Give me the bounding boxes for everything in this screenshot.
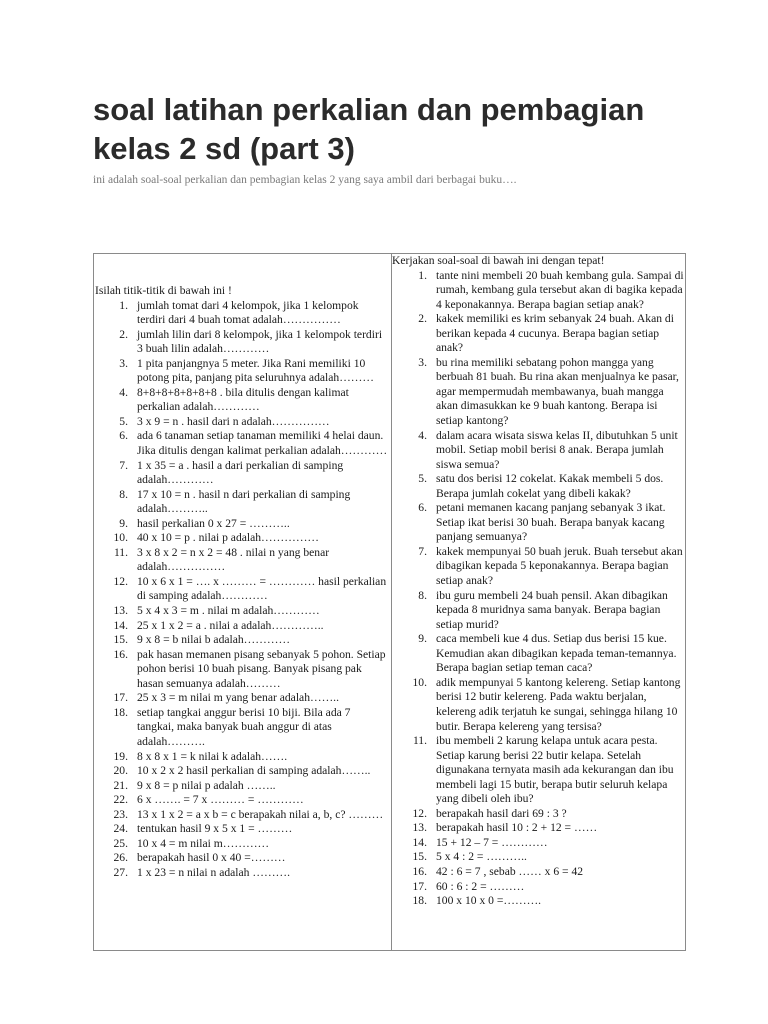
left-question-item (95, 793, 388, 808)
right-question-item (392, 821, 685, 836)
right-column (392, 254, 687, 950)
right-question-item (392, 356, 685, 429)
question-number: 6. (119, 429, 128, 443)
question-number: 2. (119, 327, 128, 341)
post-subtitle: ini adalah soal-soal perkalian dan pembagian kelas 2 yang saya ambil dari berbagai buku…. (93, 174, 517, 186)
left-question-item (95, 299, 388, 328)
question-text: 60 : 6 : 2 = ……… (436, 879, 525, 893)
right-question-item (392, 836, 685, 851)
question-text: tante nini membeli 20 buah kembang gula. Sampai di rumah, kembang gula tersebut akan di bagika kepada 4 keponakannya. Berapa bagian setiap anak? (436, 268, 684, 311)
question-number: 15. (113, 633, 128, 647)
left-question-item (95, 706, 388, 750)
question-number: 3. (418, 355, 427, 369)
left-question-item (95, 764, 388, 779)
question-number: 4. (418, 428, 427, 442)
right-question-item (392, 545, 685, 589)
right-question-item (392, 472, 685, 501)
question-text: 3 x 8 x 2 = n x 2 = 48 . nilai n yang benar adalah…………… (137, 545, 330, 574)
question-text: setiap tangkai anggur berisi 10 biji. Bila ada 7 tangkai, maka banyak buah anggur di atas adalah………. (137, 705, 351, 748)
question-text: petani memanen kacang panjang sebanyak 3 ikat. Setiap ikat berisi 30 buah. Berapa banyak kacang panjang semuanya? (436, 501, 666, 544)
right-question-item (392, 501, 685, 545)
question-text: jumlah tomat dari 4 kelompok, jika 1 kelompok terdiri dari 4 buah tomat adalah…………… (137, 298, 359, 327)
left-question-item (95, 357, 388, 386)
question-number: 20. (113, 764, 128, 778)
question-number: 26. (113, 851, 128, 865)
left-question-item (95, 808, 388, 823)
question-text: 10 x 2 x 2 hasil perkalian di samping adalah…….. (137, 764, 371, 778)
left-question-item (95, 619, 388, 634)
question-number: 8. (119, 487, 128, 501)
right-question-item (392, 632, 685, 676)
right-question-item (392, 676, 685, 734)
right-question-item (392, 589, 685, 633)
question-text: berapakah hasil 10 : 2 + 12 = …… (436, 821, 598, 835)
question-text: jumlah lilin dari 8 kelompok, jika 1 kelompok terdiri 3 buah lilin adalah………… (137, 327, 383, 356)
question-number: 13. (113, 604, 128, 618)
question-text: 10 x 6 x 1 = …. x ……… = ………… hasil perkalian di samping adalah………… (137, 574, 387, 603)
left-question-item (95, 604, 388, 619)
question-text: bu rina memiliki sebatang pohon mangga yang berbuah 81 buah. Bu rina akan menjualnya ke pasar, agar mempermudah membawanya, buah mangga akan dimasukkan ke 9 buah kantong. Berapa isi setiap kantong? (436, 355, 679, 428)
right-question-item (392, 312, 685, 356)
left-question-item (95, 851, 388, 866)
question-text: 1 x 35 = a . hasil a dari perkalian di samping adalah………… (137, 458, 344, 487)
question-number: 6. (418, 501, 427, 515)
question-number: 4. (119, 385, 128, 399)
question-number: 9. (119, 516, 128, 530)
question-number: 16. (412, 864, 427, 878)
question-text: ibu guru membeli 24 buah pensil. Akan dibagikan kepada 8 muridnya sama banyak. Berapa bagian setiap murid? (436, 588, 668, 631)
right-instruction: Kerjakan soal-soal di bawah ini dengan tepat! (392, 254, 605, 267)
question-number: 10. (412, 675, 427, 689)
left-question-item (95, 648, 388, 692)
left-question-item (95, 415, 388, 430)
worksheet-table (93, 253, 686, 951)
question-text: 9 x 8 = p nilai p adalah …….. (137, 778, 276, 792)
question-number: 17. (113, 691, 128, 705)
question-number: 5. (119, 414, 128, 428)
left-question-list (95, 299, 388, 881)
question-text: ibu membeli 2 karung kelapa untuk acara pesta. Setiap karung berisi 22 butir kelapa. Setelah digunakana ternyata masih ada kekurangan dan ibu membeli lagi 15 butir, berapa butir seluruh kelapa yang dibeli oleh ibu? (436, 734, 674, 806)
question-number: 12. (412, 806, 427, 820)
question-number: 15. (412, 850, 427, 864)
question-number: 10. (113, 531, 128, 545)
left-question-item (95, 779, 388, 794)
question-number: 18. (113, 705, 128, 719)
question-text: 1 x 23 = n nilai n adalah ………. (137, 865, 291, 879)
question-text: 8 x 8 x 1 = k nilai k adalah……. (137, 749, 288, 763)
left-question-item (95, 386, 388, 415)
question-number: 17. (412, 879, 427, 893)
question-text: 10 x 4 = m nilai m………… (137, 836, 270, 850)
left-question-item (95, 488, 388, 517)
left-question-item (95, 633, 388, 648)
left-question-item (95, 328, 388, 357)
left-question-item (95, 429, 388, 458)
question-number: 5. (418, 472, 427, 486)
question-text: 100 x 10 x 0 =………. (436, 894, 542, 908)
question-text: 25 x 3 = m nilai m yang benar adalah…….. (137, 691, 339, 705)
question-number: 9. (418, 632, 427, 646)
question-number: 13. (412, 821, 427, 835)
question-text: 8+8+8+8+8+8+8 . bila ditulis dengan kalimat perkalian adalah………… (137, 385, 349, 414)
question-text: 13 x 1 x 2 = a x b = c berapakah nilai a, b, c? ……… (137, 807, 384, 821)
right-question-item (392, 807, 685, 822)
question-number: 7. (119, 458, 128, 472)
right-question-item (392, 894, 685, 909)
question-number: 21. (113, 778, 128, 792)
question-text: adik mempunyai 5 kantong kelereng. Setiap kantong berisi 12 butir kelereng. Pada waktu berjalan, kelereng adik terjatuh ke sungai, sehingga hilang 10 butir. Berapa kelereng yang tersisa? (436, 675, 681, 733)
question-number: 3. (119, 356, 128, 370)
question-text: 17 x 10 = n . hasil n dari perkalian di samping adalah……….. (137, 487, 351, 516)
left-question-item (95, 822, 388, 837)
question-text: ada 6 tanaman setiap tanaman memiliki 4 helai daun. Jika ditulis dengan kalimat perkalian adalah………… (137, 429, 388, 458)
question-text: 3 x 9 = n . hasil dari n adalah…………… (137, 414, 330, 428)
question-number: 2. (418, 312, 427, 326)
left-question-item (95, 517, 388, 532)
question-text: berapakah hasil 0 x 40 =……… (137, 851, 286, 865)
question-number: 11. (113, 545, 128, 559)
question-text: pak hasan memanen pisang sebanyak 5 pohon. Setiap pohon berisi 10 buah pisang. Banyak pisang pak hasan semuanya adalah……… (137, 647, 386, 690)
question-number: 19. (113, 749, 128, 763)
question-number: 7. (418, 544, 427, 558)
question-number: 11. (412, 734, 427, 748)
question-text: satu dos berisi 12 cokelat. Kakak membeli 5 dos. Berapa jumlah cokelat yang dibeli kakak? (436, 472, 664, 500)
question-number: 8. (418, 588, 427, 602)
right-question-list (392, 269, 685, 909)
post-title: soal latihan perkalian dan pembagian kelas 2 sd (part 3) (93, 92, 645, 166)
question-number: 23. (113, 807, 128, 821)
question-text: 25 x 1 x 2 = a . nilai a adalah………….. (137, 618, 324, 632)
right-question-item (392, 850, 685, 865)
question-number: 12. (113, 574, 128, 588)
question-number: 24. (113, 822, 128, 836)
question-number: 14. (113, 618, 128, 632)
question-text: 5 x 4 x 3 = m . nilai m adalah………… (137, 604, 320, 618)
left-question-item (95, 837, 388, 852)
left-question-item (95, 866, 388, 881)
question-text: 9 x 8 = b nilai b adalah………… (137, 633, 291, 647)
question-number: 22. (113, 793, 128, 807)
question-number: 1. (119, 298, 128, 312)
question-number: 25. (113, 836, 128, 850)
question-number: 18. (412, 894, 427, 908)
left-question-item (95, 459, 388, 488)
question-text: tentukan hasil 9 x 5 x 1 = ……… (137, 822, 293, 836)
right-question-item (392, 269, 685, 313)
question-number: 14. (412, 835, 427, 849)
question-text: 6 x ……. = 7 x ……… = ………… (137, 793, 304, 807)
left-question-item (95, 531, 388, 546)
left-instruction: Isilah titik-titik di bawah ini ! (95, 284, 232, 297)
right-question-item (392, 880, 685, 895)
question-text: berapakah hasil dari 69 : 3 ? (436, 806, 567, 820)
left-question-item (95, 750, 388, 765)
right-question-item (392, 429, 685, 473)
question-text: kakek memiliki es krim sebanyak 24 buah. Akan di berikan kepada 4 cucunya. Berapa bagian setiap anak? (436, 312, 674, 355)
question-text: caca membeli kue 4 dus. Setiap dus berisi 15 kue. Kemudian akan dibagikan kepada teman-temannya. Berapa bagian setiap teman caca? (436, 632, 677, 675)
question-number: 1. (418, 268, 427, 282)
question-number: 16. (113, 647, 128, 661)
question-number: 27. (113, 865, 128, 879)
left-question-item (95, 575, 388, 604)
right-question-item (392, 734, 685, 807)
question-text: 5 x 4 : 2 = ……….. (436, 850, 527, 864)
question-text: 42 : 6 = 7 , sebab …… x 6 = 42 (436, 864, 584, 878)
left-question-item (95, 546, 388, 575)
question-text: hasil perkalian 0 x 27 = ……….. (137, 516, 290, 530)
left-question-item (95, 691, 388, 706)
question-text: 15 + 12 – 7 = ………… (436, 835, 548, 849)
question-text: 1 pita panjangnya 5 meter. Jika Rani memiliki 10 potong pita, panjang pita seluruhnya adalah……… (137, 356, 374, 385)
question-text: kakek mempunyai 50 buah jeruk. Buah tersebut akan dibagikan kepada 5 keponakannya. Berapa bagian setiap anak? (436, 544, 683, 588)
right-question-item (392, 865, 685, 880)
left-column (94, 254, 391, 950)
question-text: dalam acara wisata siswa kelas II, dibutuhkan 5 unit mobil. Setiap mobil berisi 8 anak. Berapa jumlah siswa semua? (436, 428, 678, 471)
question-text: 40 x 10 = p . nilai p adalah…………… (137, 531, 320, 545)
